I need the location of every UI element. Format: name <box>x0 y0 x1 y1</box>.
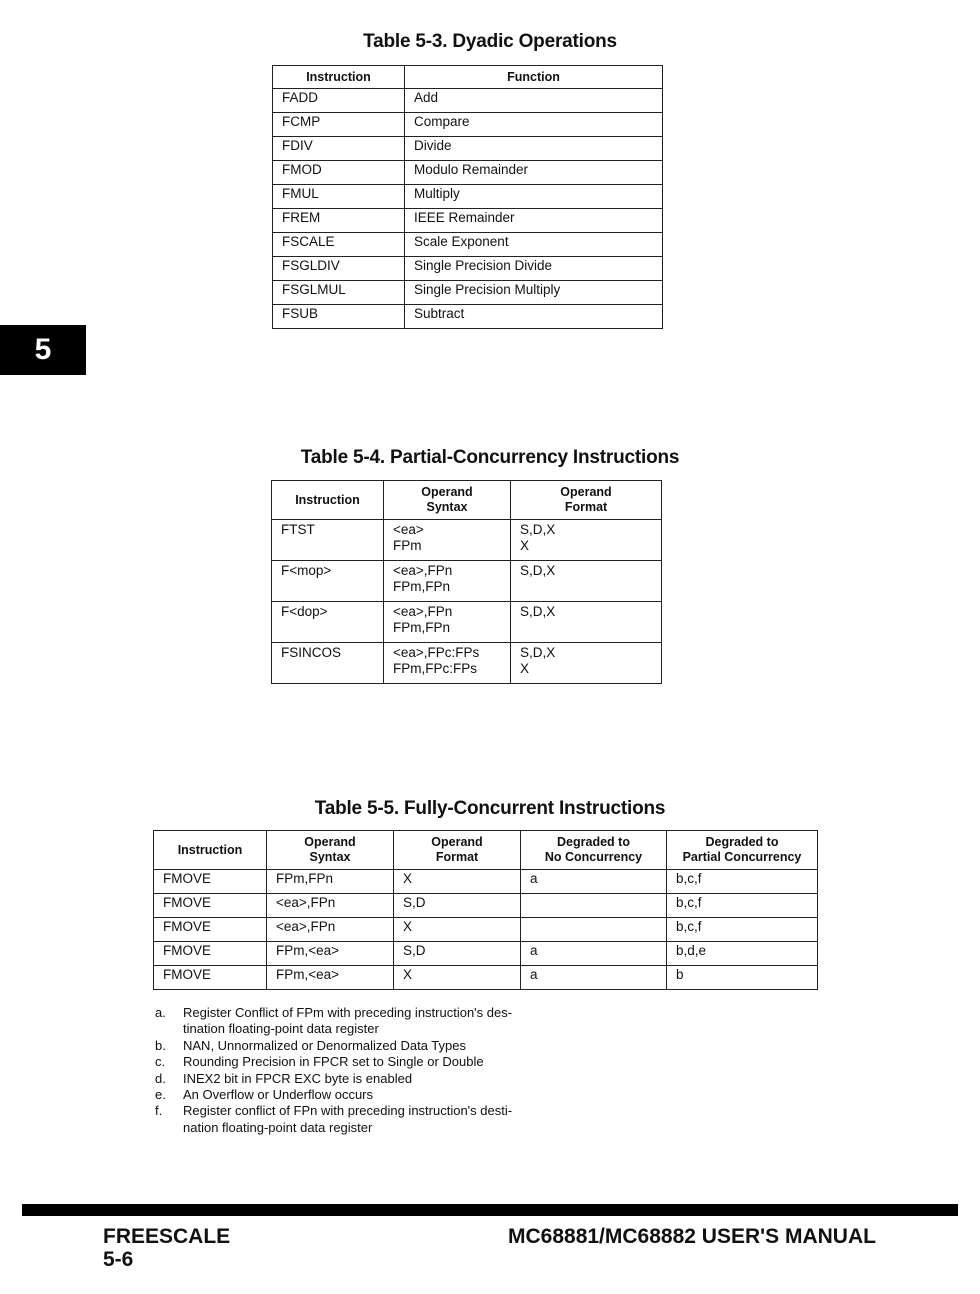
footnote-text <box>183 1103 512 1136</box>
text-line: An Overflow or Underflow occurs <box>183 1087 374 1103</box>
footnote <box>155 1005 575 1038</box>
text-line: Syntax <box>426 500 468 514</box>
table-cell <box>405 89 663 113</box>
table-cell <box>267 894 394 918</box>
text-line: b <box>676 967 684 982</box>
table-row <box>273 281 663 305</box>
table-cell <box>273 161 405 185</box>
text-line: Degraded to <box>557 835 630 849</box>
footnote-key: c. <box>155 1054 166 1070</box>
text-line: FMOD <box>282 162 322 177</box>
table-cell <box>154 942 267 966</box>
table-row <box>154 918 818 942</box>
table-cell <box>667 870 818 894</box>
text-line: Modulo Remainder <box>414 162 529 177</box>
text-line: X <box>403 919 413 934</box>
footnote-text <box>183 1071 412 1087</box>
text-line: FPm,FPc:FPs <box>393 661 477 676</box>
text-line: <ea>,FPc:FPs <box>393 645 480 660</box>
text-line: IEEE Remainder <box>414 210 515 225</box>
text-line: FMUL <box>282 186 319 201</box>
text-line: Operand <box>304 835 356 849</box>
text-line: FMOVE <box>163 967 212 982</box>
table-cell <box>405 281 663 305</box>
footer-page-number: 5-6 <box>103 1248 134 1271</box>
table-cell <box>272 643 384 684</box>
table-cell <box>384 561 511 602</box>
table-row <box>273 185 663 209</box>
table-cell <box>267 966 394 990</box>
text-line: FPm,<ea> <box>276 967 340 982</box>
text-line: FADD <box>282 90 319 105</box>
table-row <box>273 305 663 329</box>
footnote-text <box>183 1005 512 1038</box>
table-row <box>273 113 663 137</box>
footer-rule <box>22 1204 958 1216</box>
text-line: X <box>403 967 413 982</box>
text-line: Rounding Precision in FPCR set to Single or Double <box>183 1054 484 1070</box>
table-cell <box>405 185 663 209</box>
footnote-text <box>183 1038 466 1054</box>
table-cell <box>272 520 384 561</box>
text-line: F<mop> <box>281 563 332 578</box>
text-line: S,D,X <box>520 522 556 537</box>
table-cell <box>405 113 663 137</box>
text-line: b,d,e <box>676 943 707 958</box>
text-line: Single Precision Divide <box>414 258 553 273</box>
table-cell <box>272 602 384 643</box>
table-cell <box>273 305 405 329</box>
text-line: INEX2 bit in FPCR EXC byte is enabled <box>183 1070 413 1086</box>
table-row <box>272 520 662 561</box>
text-line: F<dop> <box>281 604 328 619</box>
table-row <box>273 209 663 233</box>
table-cell <box>511 602 662 643</box>
table-row <box>154 966 818 990</box>
text-line: Format <box>564 500 608 514</box>
table-row <box>272 561 662 602</box>
table-cell <box>511 561 662 602</box>
text-line: tination floating-point data register <box>183 1021 379 1037</box>
footnote-key: b. <box>155 1037 166 1053</box>
column-header <box>394 831 521 870</box>
table-cell <box>267 942 394 966</box>
column-header <box>272 481 384 520</box>
text-line: S,D <box>403 895 426 910</box>
text-line: <ea>,FPn <box>393 563 453 578</box>
text-line: FSCALE <box>282 234 335 249</box>
text-line: FSINCOS <box>281 645 342 660</box>
text-line: X <box>403 871 413 886</box>
table-cell <box>405 257 663 281</box>
text-line: S,D,X <box>520 563 556 578</box>
table-cell <box>384 520 511 561</box>
text-line: FMOVE <box>163 919 212 934</box>
text-line: NAN, Unnormalized or Denormalized Data Types <box>183 1037 466 1053</box>
text-line: FPm,FPn <box>393 620 451 635</box>
text-line: No Concurrency <box>544 850 643 864</box>
text-line: <ea>,FPn <box>276 919 336 934</box>
table-cell <box>272 561 384 602</box>
table-5-4-caption: Table 5-4. Partial-Concurrency Instructions <box>300 447 680 468</box>
text-line: Operand <box>560 485 612 499</box>
footnote <box>155 1087 575 1103</box>
text-line: FCMP <box>282 114 321 129</box>
fully-concurrent-table <box>153 830 818 990</box>
table-cell <box>394 918 521 942</box>
table-cell <box>267 870 394 894</box>
footnote <box>155 1103 575 1136</box>
table-cell <box>273 137 405 161</box>
table-cell <box>521 966 667 990</box>
table-cell <box>273 185 405 209</box>
text-line: <ea> <box>393 522 424 537</box>
table-cell <box>273 209 405 233</box>
table-cell <box>273 281 405 305</box>
footer-brand: FREESCALE <box>103 1225 231 1248</box>
text-line: FREM <box>282 210 321 225</box>
text-line: Compare <box>414 114 470 129</box>
table-cell <box>405 209 663 233</box>
footnote-text <box>183 1054 484 1070</box>
text-line: FPm,FPn <box>276 871 334 886</box>
table-cell <box>273 257 405 281</box>
column-header <box>273 66 405 89</box>
text-line: nation floating-point data register <box>183 1119 373 1135</box>
table-cell <box>511 643 662 684</box>
text-line: Multiply <box>414 186 460 201</box>
table-header-row <box>154 831 818 870</box>
table-cell <box>267 918 394 942</box>
text-line: a <box>530 871 538 886</box>
footnote-key: f. <box>155 1103 163 1119</box>
table-cell <box>154 966 267 990</box>
table-cell <box>667 966 818 990</box>
table-cell <box>667 942 818 966</box>
table-row <box>154 870 818 894</box>
text-line: Degraded to <box>705 835 779 849</box>
table-row <box>273 257 663 281</box>
column-header <box>667 831 818 870</box>
text-line: Scale Exponent <box>414 234 509 249</box>
column-header <box>521 831 667 870</box>
text-line: FMOVE <box>163 871 212 886</box>
column-header <box>154 831 267 870</box>
footnote <box>155 1054 575 1070</box>
table-5-5-caption: Table 5-5. Fully-Concurrent Instructions <box>314 798 666 819</box>
text-line: Single Precision Multiply <box>414 282 561 297</box>
text-line: a <box>530 943 538 958</box>
table-cell <box>405 137 663 161</box>
column-header <box>405 66 663 89</box>
table-cell <box>273 89 405 113</box>
text-line: FPm <box>393 538 422 553</box>
table-cell <box>405 161 663 185</box>
table-cell <box>384 643 511 684</box>
column-header <box>384 481 511 520</box>
text-line: Operand <box>421 485 473 499</box>
text-line: Instruction <box>177 842 243 857</box>
table-header-row <box>273 66 663 89</box>
table-cell <box>521 942 667 966</box>
text-line: Register conflict of FPn with preceding instruction's desti- <box>183 1103 513 1119</box>
text-line: X <box>520 661 530 676</box>
table-header-row <box>272 481 662 520</box>
table-cell <box>405 305 663 329</box>
table-cell <box>667 894 818 918</box>
table-row <box>273 89 663 113</box>
text-line: FSGLDIV <box>282 258 340 273</box>
table-footnotes <box>155 1005 575 1136</box>
text-line: b,c,f <box>676 919 702 934</box>
dyadic-operations-table <box>272 65 663 329</box>
footnote-text <box>183 1087 373 1103</box>
text-line: FSUB <box>282 306 319 321</box>
table-row <box>272 643 662 684</box>
footer-left <box>103 1225 230 1271</box>
table-cell <box>394 966 521 990</box>
text-line: FMOVE <box>163 943 212 958</box>
text-line: FPm,FPn <box>393 579 451 594</box>
table-cell <box>394 942 521 966</box>
text-line: FPm,<ea> <box>276 943 340 958</box>
footnote-key: a. <box>155 1005 166 1020</box>
text-line: a <box>530 967 538 982</box>
text-line: S,D,X <box>520 604 556 619</box>
text-line: S,D <box>403 943 426 958</box>
text-line: <ea>,FPn <box>276 895 336 910</box>
table-cell <box>667 918 818 942</box>
table-row <box>273 233 663 257</box>
partial-concurrency-table <box>271 480 662 684</box>
footnote <box>155 1071 575 1087</box>
text-line: Function <box>507 69 560 84</box>
footer-manual-title: MC68881/MC68882 USER'S MANUAL <box>508 1225 876 1248</box>
text-line: FMOVE <box>163 895 212 910</box>
table-cell <box>394 894 521 918</box>
text-line: Operand <box>431 835 483 849</box>
text-line: FDIV <box>282 138 313 153</box>
text-line: FTST <box>281 522 315 537</box>
text-line: b,c,f <box>676 871 702 886</box>
text-line: Format <box>435 850 479 864</box>
footnote <box>155 1038 575 1054</box>
table-cell <box>394 870 521 894</box>
table-row <box>272 602 662 643</box>
text-line: X <box>520 538 530 553</box>
table-cell <box>511 520 662 561</box>
column-header <box>267 831 394 870</box>
table-cell <box>521 870 667 894</box>
table-cell <box>405 233 663 257</box>
text-line: FSGLMUL <box>282 282 346 297</box>
text-line: Register Conflict of FPm with preceding instruction's des- <box>183 1005 513 1020</box>
table-cell <box>154 870 267 894</box>
table-5-3-caption: Table 5-3. Dyadic Operations <box>363 31 617 52</box>
text-line: Add <box>414 90 439 105</box>
table-row <box>154 894 818 918</box>
table-row <box>273 161 663 185</box>
column-header <box>511 481 662 520</box>
text-line: Divide <box>414 138 452 153</box>
text-line: Syntax <box>309 850 351 864</box>
table-cell <box>273 233 405 257</box>
table-cell <box>384 602 511 643</box>
table-cell <box>154 894 267 918</box>
table-cell <box>154 918 267 942</box>
footnote-key: e. <box>155 1087 166 1103</box>
section-tab: 5 <box>0 325 86 375</box>
table-cell <box>273 113 405 137</box>
text-line: b,c,f <box>676 895 702 910</box>
text-line: Instruction <box>306 69 371 84</box>
table-row <box>154 942 818 966</box>
text-line: Partial Concurrency <box>682 850 802 864</box>
table-cell <box>521 918 667 942</box>
text-line: Instruction <box>295 492 360 507</box>
table-cell <box>521 894 667 918</box>
text-line: S,D,X <box>520 645 556 660</box>
text-line: <ea>,FPn <box>393 604 453 619</box>
text-line: Subtract <box>414 306 465 321</box>
table-row <box>273 137 663 161</box>
footnote-key: d. <box>155 1070 166 1086</box>
